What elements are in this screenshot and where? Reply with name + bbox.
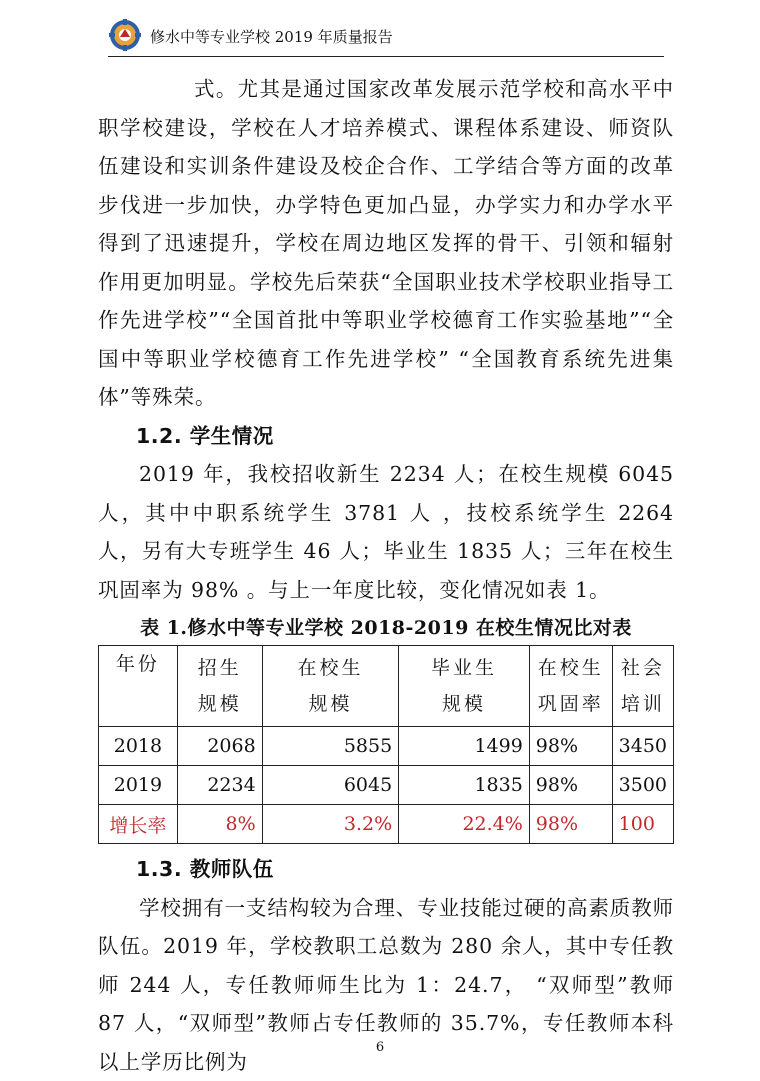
cell-retention: 98% [529,805,612,844]
header-cell-students: 在校生 规模 [262,646,398,727]
header-cell-training: 社会 培训 [612,646,673,727]
cell-enrollment: 2234 [177,766,262,805]
cell-graduates: 1835 [399,766,530,805]
cell-retention: 98% [529,727,612,766]
paragraph-student-stats: 2019 年，我校招收新生 2234 人；在校生规模 6045 人，其中中职系统学生 3781 人 ，技校系统学生 2264 人，另有大专班学生 46 人；毕业生 1835 人；三年在校生巩固率为 98% 。与上一年度比较，变化情况如表 1。 [98,455,674,609]
section-heading-teachers: 1.3. 教师队伍 [98,850,674,889]
header-cell-enrollment: 招生 规模 [177,646,262,727]
cell-training: 3500 [612,766,673,805]
page-header [108,18,668,58]
school-logo-icon [108,18,142,52]
cell-year: 2019 [99,766,178,805]
cell-growth-label: 增长率 [99,805,178,844]
paragraph-teacher-stats: 学校拥有一支结构较为合理、专业技能过硬的高素质教师队伍。2019 年，学校教职工总数为 280 余人，其中专任教师 244 人，专任教师师生比为 1：24.7， “双师型”教师 87 人，“双师型”教师占专任教师的 35.7%，专任教师本科以上学历比例为 [98,889,674,1081]
table-row [99,727,674,766]
table-caption: 表 1.修水中等专业学校 2018-2019 在校生情况比对表 [98,613,674,643]
table-header-row [99,646,674,727]
section-heading-students: 1.2. 学生情况 [98,417,674,456]
report-title: 修水中等专业学校 2019 年质量报告 [150,26,393,47]
cell-enrollment: 8% [177,805,262,844]
cell-students: 6045 [262,766,398,805]
cell-training: 100 [612,805,673,844]
cell-enrollment: 2068 [177,727,262,766]
cell-graduates: 1499 [399,727,530,766]
student-comparison-table [98,645,674,844]
header-divider [108,56,664,57]
cell-students: 3.2% [262,805,398,844]
cell-training: 3450 [612,727,673,766]
cell-year: 2018 [99,727,178,766]
paragraph-school-development: 式。尤其是通过国家改革发展示范学校和高水平中职学校建设，学校在人才培养模式、课程体系建设、师资队伍建设和实训条件建设及校企合作、工学结合等方面的改革步伐进一步加快，办学特色更加凸显，办学实力和办学水平得到了迅速提升，学校在周边地区发挥的骨干、引领和辐射作用更加明显。学校先后荣获“全国职业技术学校职业指导工作先进学校”“全国首批中等职业学校德育工作实验基地”“全国中等职业学校德育工作先进学校” “全国教育系统先进集体”等殊荣。 [98,70,674,417]
cell-retention: 98% [529,766,612,805]
header-cell-retention: 在校生 巩固率 [529,646,612,727]
cell-students: 5855 [262,727,398,766]
page-number: 6 [0,1040,760,1055]
header-cell-graduates: 毕业生 规模 [399,646,530,727]
document-body [98,70,674,1081]
table-row [99,766,674,805]
cell-graduates: 22.4% [399,805,530,844]
header-cell-year: 年份 [99,646,178,727]
table-row-growth [99,805,674,844]
